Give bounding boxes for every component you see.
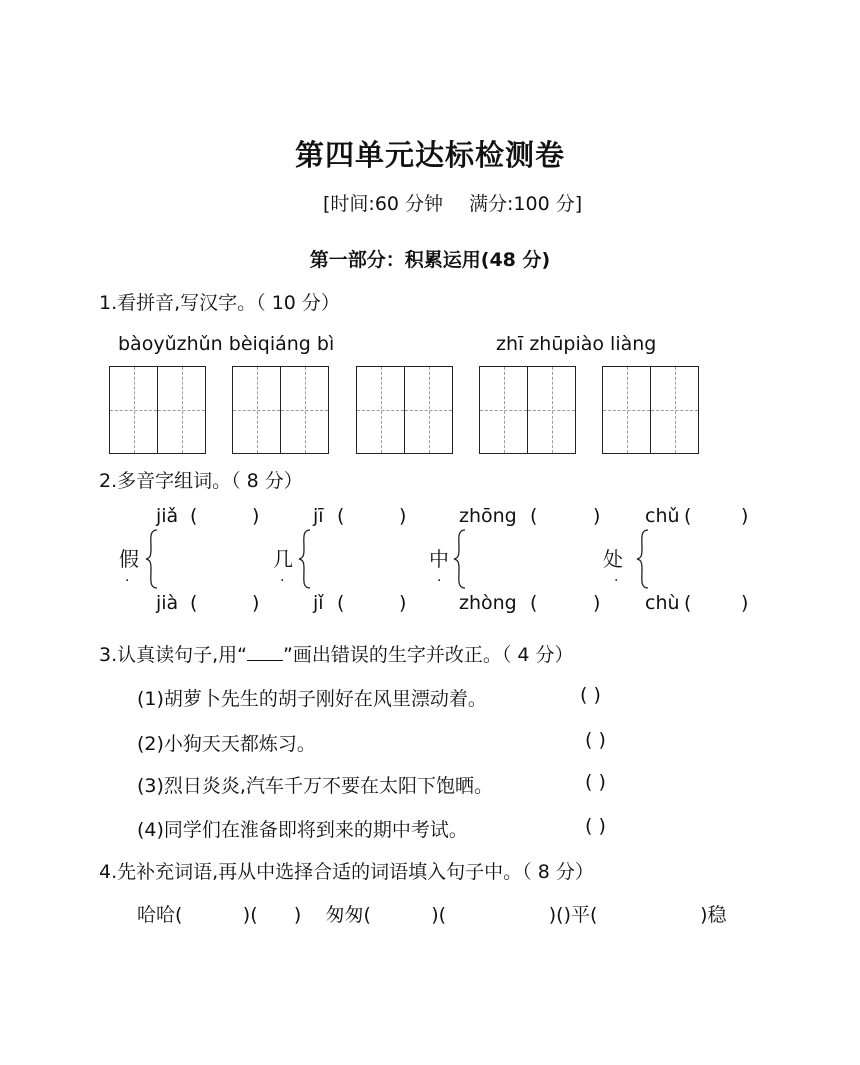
- emphasis-dot: .: [125, 569, 130, 585]
- writing-cell[interactable]: [157, 366, 206, 454]
- top-pinyin: chǔ: [645, 505, 680, 527]
- answer-paren[interactable]: ( ): [585, 729, 606, 751]
- open-paren: (: [337, 592, 345, 614]
- open-paren: (: [530, 592, 538, 614]
- writing-cell[interactable]: [479, 366, 528, 454]
- close-paren: ): [252, 592, 260, 614]
- open-paren: (: [190, 592, 198, 614]
- underline-blank: [247, 644, 283, 661]
- close-paren: ): [399, 592, 407, 614]
- emphasis-dot: .: [614, 569, 619, 585]
- bottom-pinyin: zhòng: [459, 592, 517, 614]
- close-paren: ): [593, 505, 601, 527]
- curly-brace: [636, 529, 650, 589]
- question-1-title: 1.看拼音,写汉字。（ 10 分）: [99, 292, 340, 314]
- emphasis-dot: .: [437, 569, 442, 585]
- bottom-pinyin: jǐ: [313, 592, 324, 614]
- writing-grid-3[interactable]: [356, 366, 453, 454]
- writing-cell[interactable]: [404, 366, 453, 454]
- exam-time: [时间:60 分钟: [323, 193, 444, 215]
- close-paren: ): [399, 505, 407, 527]
- open-paren: (: [337, 505, 345, 527]
- emphasis-dot: .: [280, 569, 285, 585]
- exam-score: 满分:100 分]: [469, 193, 583, 215]
- writing-grid-1[interactable]: [109, 366, 206, 454]
- polyphone-char: 几: [273, 547, 293, 571]
- curly-brace: [453, 529, 467, 589]
- top-pinyin: jiǎ: [156, 505, 179, 527]
- section-heading: 第一部分：积累运用(48 分): [309, 249, 551, 271]
- page-title: 第四单元达标检测卷: [294, 138, 565, 172]
- close-paren: ): [593, 592, 601, 614]
- writing-cell[interactable]: [109, 366, 158, 454]
- writing-cell[interactable]: [527, 366, 576, 454]
- bottom-pinyin: jià: [156, 592, 179, 614]
- close-paren: ): [741, 505, 749, 527]
- writing-cell[interactable]: [280, 366, 329, 454]
- bottom-pinyin: chù: [645, 592, 680, 614]
- pinyin-right: zhī zhūpiào liàng: [496, 333, 657, 355]
- writing-cell[interactable]: [602, 366, 651, 454]
- word-fill-line[interactable]: 哈哈( )( ) 匆匆( )( )()平( )稳: [137, 904, 727, 926]
- answer-paren[interactable]: ( ): [585, 771, 606, 793]
- open-paren: (: [684, 592, 692, 614]
- writing-grid-5[interactable]: [602, 366, 699, 454]
- question-2-title: 2.多音字组词。（ 8 分）: [99, 470, 303, 492]
- top-pinyin: jī: [313, 505, 324, 527]
- polyphone-char: 假: [119, 547, 139, 571]
- pinyin-left: bàoyǔzhǔn bèiqiáng bì: [118, 333, 335, 355]
- close-paren: ): [252, 505, 260, 527]
- curly-brace: [145, 529, 159, 589]
- polyphone-char: 中: [429, 547, 449, 571]
- writing-cell[interactable]: [650, 366, 699, 454]
- open-paren: (: [684, 505, 692, 527]
- curly-brace: [298, 529, 312, 589]
- question-3-title-suffix: ”画出错误的生字并改正。（ 4 分）: [283, 644, 574, 666]
- question-3-title-prefix: 3.认真读句子,用“: [99, 644, 248, 666]
- sentence-2: (2)小狗天天都炼习。: [137, 733, 316, 755]
- close-paren: ): [741, 592, 749, 614]
- question-3-title: [99, 640, 574, 667]
- open-paren: (: [190, 505, 198, 527]
- writing-grid-4[interactable]: [479, 366, 576, 454]
- sentence-4: (4)同学们在淮备即将到来的期中考试。: [137, 819, 468, 841]
- top-pinyin: zhōng: [459, 505, 517, 527]
- answer-paren[interactable]: ( ): [585, 815, 606, 837]
- answer-paren[interactable]: ( ): [580, 684, 601, 706]
- sentence-3: (3)烈日炎炎,汽车千万不要在太阳下饱晒。: [137, 775, 493, 797]
- writing-cell[interactable]: [232, 366, 281, 454]
- polyphone-char: 处: [603, 547, 623, 571]
- question-4-title: 4.先补充词语,再从中选择合适的词语填入句子中。（ 8 分）: [99, 861, 594, 883]
- writing-grid-2[interactable]: [232, 366, 329, 454]
- sentence-1: (1)胡萝卜先生的胡子刚好在风里漂动着。: [137, 688, 487, 710]
- writing-cell[interactable]: [356, 366, 405, 454]
- open-paren: (: [530, 505, 538, 527]
